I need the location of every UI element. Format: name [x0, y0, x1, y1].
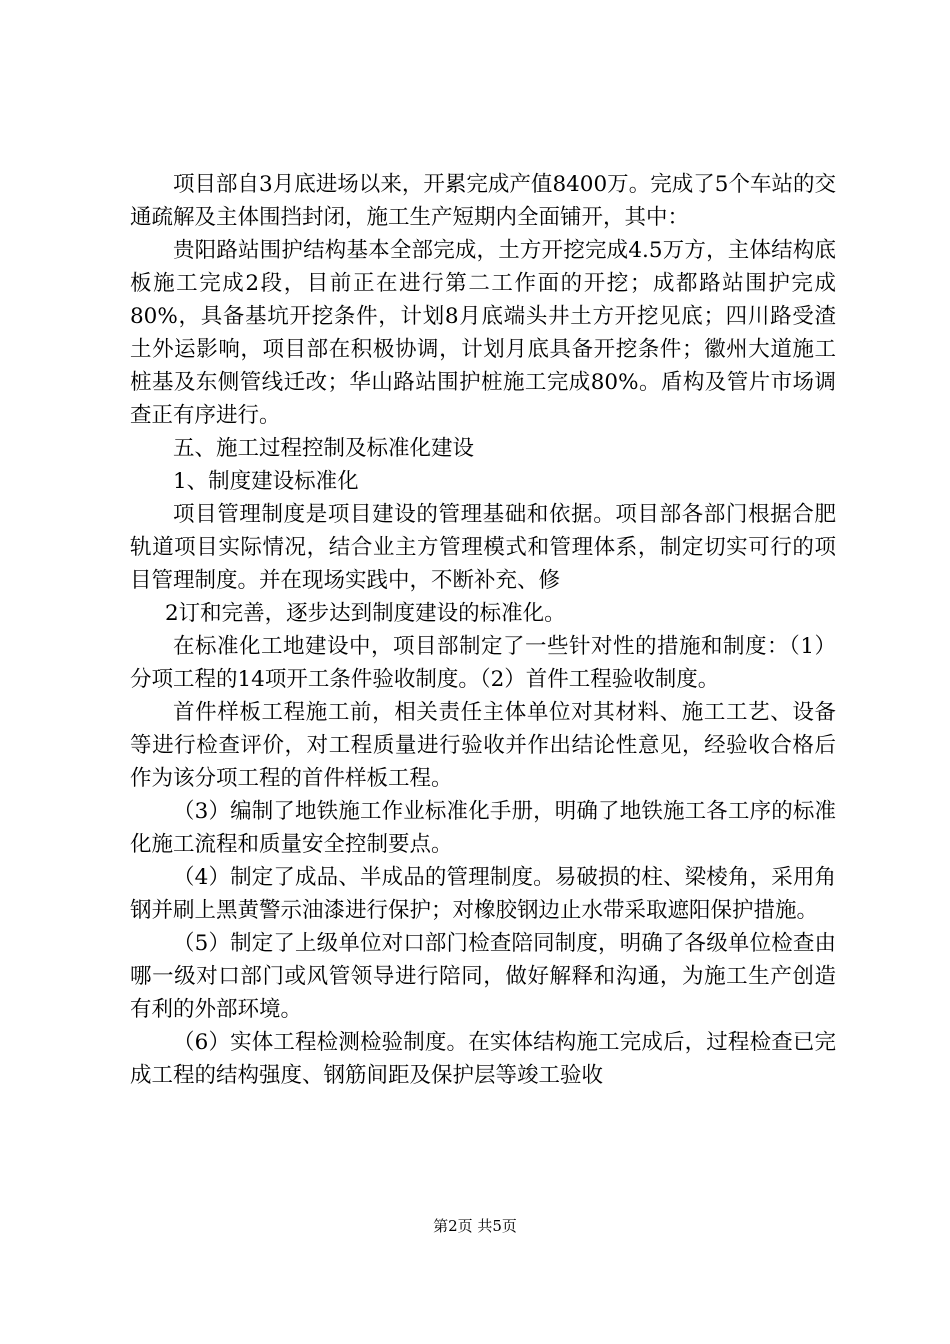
paragraph-standardized-site-measures: 在标准化工地建设中，项目部制定了一些针对性的措施和制度：（1）分项工程的14项开工条件验收制度。（2）首件工程验收制度。 [130, 634, 836, 692]
page-footer [0, 1216, 950, 1236]
subsection-heading-system-standardization: 1、制度建设标准化 [173, 469, 359, 494]
paragraph-station-progress: 贵阳路站围护结构基本全部完成，土方开挖完成4.5万方，主体结构底板施工完成2段，目前正在进行第二工作面的开挖；成都路站围护完成80%，具备基坑开挖条件，计划8月底端头井土方开挖见底；四川路受渣土外运影响，项目部在积极协调，计划月底具备开挖条件；徽州大道施工桩基及东侧管线迁改；华山路站围护桩施工完成80%。盾构及管片市场调查正有序进行。 [130, 238, 836, 428]
paragraph-management-system-continued: 2订和完善，逐步达到制度建设的标准化。 [165, 601, 566, 626]
paragraph-item-4-product-protection: （4）制定了成品、半成品的管理制度。易破损的柱、梁棱角，采用角钢并刷上黑黄警示油漆进行保护；对橡胶钢边止水带采取遮阳保护措施。 [130, 865, 836, 923]
paragraph-item-6-testing: （6）实体工程检测检验制度。在实体结构施工完成后，过程检查已完成工程的结构强度、钢筋间距及保护层等竣工验收 [130, 1030, 836, 1088]
paragraph-item-3-manual: （3）编制了地铁施工作业标准化手册，明确了地铁施工各工序的标准化施工流程和质量安全控制要点。 [130, 799, 836, 857]
document-body [130, 168, 836, 1092]
paragraph-progress-intro: 项目部自3月底进场以来，开累完成产值8400万。完成了5个车站的交通疏解及主体围挡封闭，施工生产短期内全面铺开，其中： [130, 172, 836, 230]
paragraph-management-system: 项目管理制度是项目建设的管理基础和依据。项目部各部门根据合肥轨道项目实际情况，结合业主方管理模式和管理体系，制定切实可行的项目管理制度。并在现场实践中，不断补充、修 [130, 502, 836, 593]
section-heading-process-control: 五、施工过程控制及标准化建设 [173, 436, 475, 461]
page-number-label: 第2页 共5页 [433, 1217, 517, 1235]
paragraph-item-5-inspection-escort: （5）制定了上级单位对口部门检查陪同制度，明确了各级单位检查由哪一级对口部门或风管领导进行陪同，做好解释和沟通，为施工生产创造有利的外部环境。 [130, 931, 836, 1022]
paragraph-first-sample-project: 首件样板工程施工前，相关责任主体单位对其材料、施工工艺、设备等进行检查评价，对工程质量进行验收并作出结论性意见，经验收合格后作为该分项工程的首件样板工程。 [130, 700, 836, 791]
